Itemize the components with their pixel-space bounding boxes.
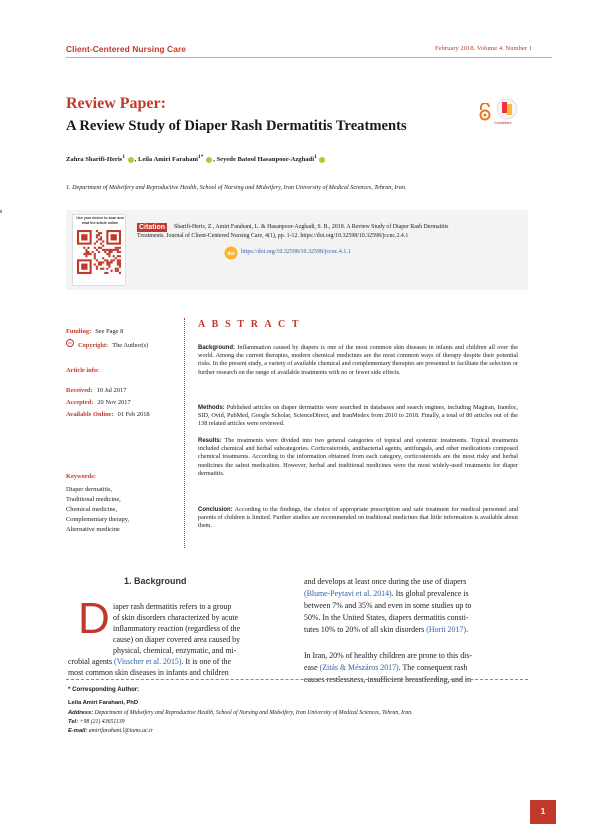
author-mark: 1* xyxy=(198,154,204,160)
issue-info: February 2018. Volume 4. Number 1 xyxy=(434,45,532,52)
orcid-icon[interactable] xyxy=(206,157,212,163)
body-text: . The consequent rash xyxy=(398,663,468,672)
copyright-label: Copyright: xyxy=(78,342,109,349)
online-label: Available Online: xyxy=(66,411,114,418)
corresponding-title: * Corresponding Author: xyxy=(68,686,140,693)
keyword-item: Complementary therapy, xyxy=(66,516,130,523)
corresponding-address xyxy=(68,710,413,716)
reference-link[interactable]: (Blume-Peytavi et al. 2014) xyxy=(304,589,392,598)
citation-text: Sharifi-Heris, Z., Amiri Farahani, L. & Hasanpoor-Azghadi, S. B., 2018. A Review Study of Diaper Rash Dermatitis xyxy=(174,224,449,230)
body-line: physical, chemical, enzymatic, and mi- xyxy=(113,646,237,655)
body-line: between 7% and 35% and even in some studies up to xyxy=(304,601,472,610)
crossmark-icon[interactable] xyxy=(496,98,518,122)
received-label: Received: xyxy=(66,387,93,394)
results-label: Results: xyxy=(198,438,222,444)
author-mark: 1 xyxy=(314,154,317,160)
citation-text-line2: Treatments. Journal of Client-Centered Nursing Care, 4(1), pp. 1-12. https://doi.org/10.32598/10.32598/jccnc.2.4.1 xyxy=(137,233,409,239)
corresponding-name: Leila Amiri Farahani, PhD xyxy=(68,700,139,706)
background-label: Background: xyxy=(198,345,236,351)
body-text: tutes 10% to 20% of all skin disorders xyxy=(304,625,427,634)
crossmark-label: CrossMark xyxy=(494,121,512,125)
creative-commons-icon: cc xyxy=(68,340,72,346)
reference-link[interactable]: (Zitás & Mészáros 2017) xyxy=(319,663,399,672)
body-line: 50%. In the United States, diapers dermatitis consti- xyxy=(304,613,469,622)
reference-link[interactable]: (Visscher et al. 2015) xyxy=(114,657,182,666)
orcid-icon[interactable] xyxy=(319,157,325,163)
methods-text: Published articles on diaper dermatitis were searched in databases and search engines, including Magiran, Irandoc, SID, Ovid, PubMed, Google Scholar, ScienceDirect, and IranMedex from 2010 to 2018. Finally, a total of 80 articles out of the 138 related articles were reviewed. xyxy=(198,404,518,428)
open-access-icon[interactable] xyxy=(478,103,492,121)
email-value[interactable]: amirifarahani.l@iums.ac.ir xyxy=(87,728,153,734)
body-line xyxy=(68,656,283,667)
results-text: The treatments were divided into two general categories of topical and systemic treatments. Topical treatments included chemical and herbal subcategories. Corticosteroids, antibacterial agents, antifungals, and other medications composed chemical treatments. According to the information obtained from each category, corticosteroids are the most risky and herbal medicines the safest medication. However, herbal and traditional medicines were the most widely-used treatments for diaper dermatitis. xyxy=(198,437,518,477)
tel-label: Tel: xyxy=(68,719,79,725)
body-line xyxy=(304,662,526,673)
body-line: cause) on diaper covered area caused by xyxy=(113,635,241,644)
body-line: In Iran, 20% of healthy children are prone to this dis- xyxy=(304,651,473,660)
doi-link[interactable]: https://doi.org/10.32598/10.32598/jccnc.4.1.1 xyxy=(241,249,351,255)
body-line: most common skin diseases in infants and children xyxy=(68,668,229,677)
author-name: Leila Amiri Farahani xyxy=(137,156,199,164)
keywords-label: Keywords: xyxy=(66,473,96,480)
abstract-results xyxy=(198,437,518,478)
abstract-heading: A B S T R A C T xyxy=(198,319,301,330)
copyright-value: The Author(s) xyxy=(112,342,149,349)
body-line: iaper rash dermatitis refers to a group xyxy=(113,602,232,611)
author-list: Zahra Sharifi-Heris$^1$ , Leila Amiri Farahani$^{1*}$ , Seyede Batool Hasanpoor-Azghadi$^1$ xyxy=(66,154,326,163)
online-row xyxy=(66,403,150,421)
doi-icon[interactable] xyxy=(224,246,238,260)
abstract-methods xyxy=(198,404,518,429)
abstract-background xyxy=(198,344,518,377)
orcid-icon[interactable] xyxy=(128,157,134,163)
body-line xyxy=(304,624,526,635)
affiliation: 1. Department of Midwifery and Reproductive Health, School of Nursing and Midwifery, Iran University of Medical Sciences, Tehran, Iran. xyxy=(66,185,407,191)
accepted-label: Accepted: xyxy=(66,399,94,406)
reference-link[interactable]: (Horii 2017) xyxy=(426,625,466,634)
received-value: 10 Jul 2017 xyxy=(96,387,127,394)
qr-caption: Use your device to scan and read the article online xyxy=(76,216,124,225)
keyword-item: Traditional medicine, xyxy=(66,496,121,503)
body-line: inflammatory reaction (regardless of the xyxy=(113,624,241,633)
copyright-row xyxy=(66,334,148,352)
background-text: Inflammation caused by diapers is one of the most common skin diseases in infants and children all over the world. Among the current therapies, modern chemical medicines are the most common ways of therapy despite their potential risks. In the present study, a variety of available chemical and complementary therapies are presented to facilitate the selection or further research on the range of available treatments with no or fewer side effects. xyxy=(198,344,518,376)
journal-name: Client-Centered Nursing Care xyxy=(66,44,187,54)
citation-tag: Citation xyxy=(139,224,166,231)
paper-title: A Review Study of Diaper Rash Dermatitis Treatments xyxy=(66,118,407,134)
edge-mark xyxy=(0,210,2,213)
funding-value: See Page 8 xyxy=(95,328,124,335)
sidebar-divider xyxy=(184,318,185,548)
corresponding-email xyxy=(68,728,153,734)
address-value: Department of Midwifery and Reproductive Health, School of Nursing and Midwifery, Iran University of Medical Sciences, Tehran, Iran. xyxy=(93,710,413,716)
online-value: 01 Feb 2018 xyxy=(117,411,150,418)
tel-value: +98 (21) 43651139 xyxy=(78,719,125,725)
author-name: Seyede Batool Hasanpoor-Azghadi xyxy=(216,156,315,164)
body-line: causes restlessness, insufficient breastfeeding, and in- xyxy=(304,675,474,684)
keyword-item: Chemical medicine, xyxy=(66,506,118,513)
body-line: and develops at least once during the use of diapers xyxy=(304,577,467,586)
body-text: crobial agents xyxy=(68,657,115,666)
body-text: ease xyxy=(304,663,320,672)
author-name: Zahra Sharifi-Heris xyxy=(66,156,123,164)
keyword-item: Alternative medicine xyxy=(66,526,120,533)
author-mark: 1 xyxy=(122,154,125,160)
drop-cap: D xyxy=(78,594,110,643)
keyword-item: Diaper dermatitis, xyxy=(66,486,113,493)
footnote-rule xyxy=(66,679,528,680)
conclusion-label: Conclusion: xyxy=(198,507,233,513)
funding-label: Funding: xyxy=(66,328,92,335)
paper-type: Review Paper: xyxy=(66,95,166,112)
email-label: E-mail: xyxy=(68,728,88,734)
corresponding-tel xyxy=(68,719,125,725)
doi-icon-label: doi xyxy=(227,251,235,257)
body-text: . xyxy=(465,625,468,634)
body-line: of skin disorders characterized by acute xyxy=(113,613,239,622)
page-number: 1 xyxy=(530,800,556,824)
section-heading: 1. Background xyxy=(124,576,187,586)
header-rule xyxy=(66,57,552,58)
address-label: Address: xyxy=(68,710,94,716)
methods-label: Methods: xyxy=(198,405,225,411)
abstract-conclusion xyxy=(198,506,518,531)
accepted-value: 20 Nov 2017 xyxy=(97,399,131,406)
body-text: . It is one of the xyxy=(181,657,231,666)
conclusion-text: According to the findings, the choice of appropriate prescription and safe treatment for medical personnel and parents of children is limited. Further studies are recommended on traditional medicines that little information is available about them. xyxy=(198,506,518,530)
qr-code[interactable] xyxy=(77,230,121,274)
body-line xyxy=(304,588,526,599)
body-text: . Its global prevalence is xyxy=(391,589,469,598)
article-info-label: Article info: xyxy=(66,367,100,374)
